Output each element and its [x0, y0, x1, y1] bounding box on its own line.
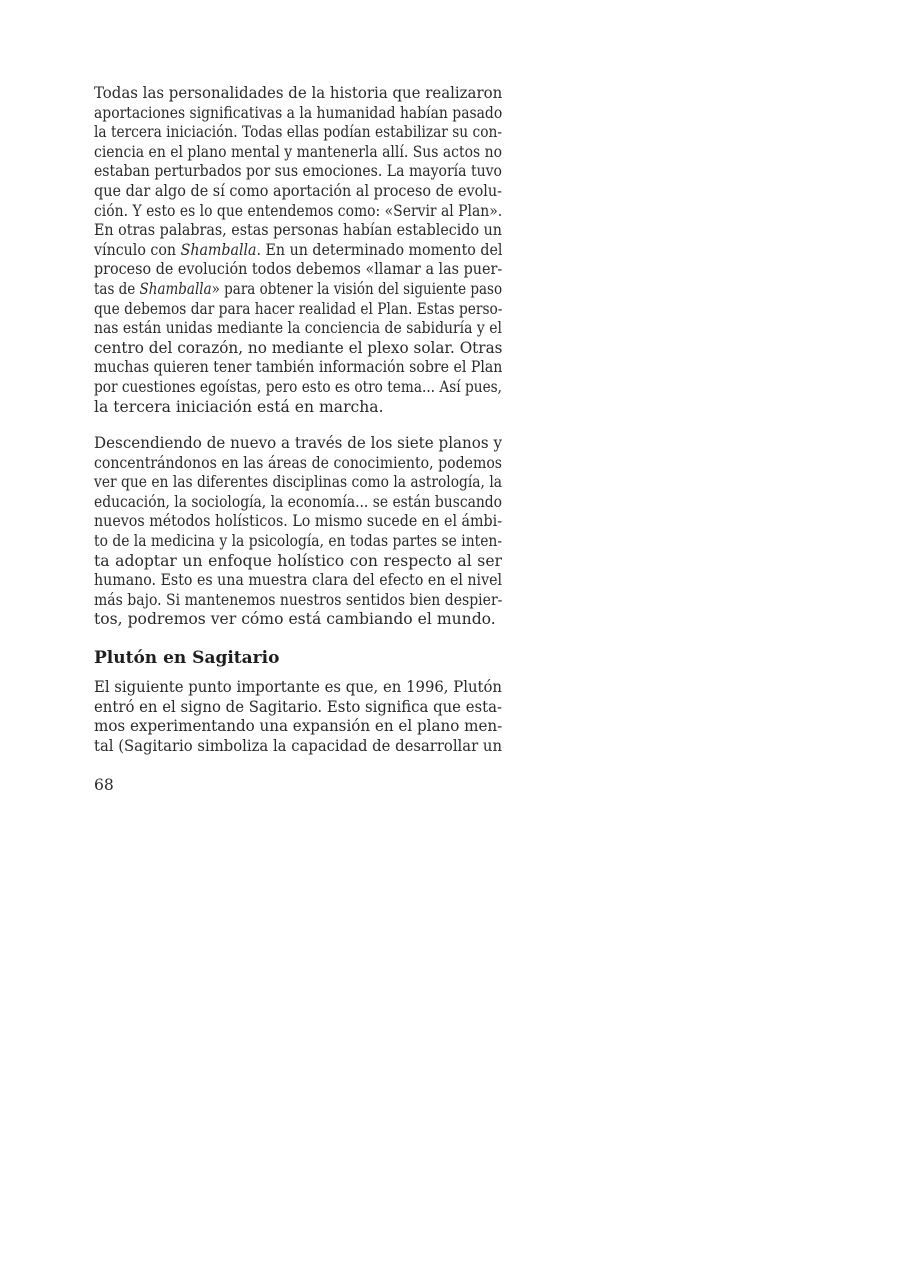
text-line: aportaciones significativas a la humanidad habían pasado — [94, 103, 503, 122]
text-line: estaban perturbados por sus emociones. La mayoría tuvo — [94, 162, 503, 181]
page-number: 68 — [94, 776, 114, 795]
text-line: centro del corazón, no mediante el plexo solar. Otras — [94, 338, 503, 357]
text-line: más bajo. Si mantenemos nuestros sentidos bien despier- — [94, 590, 503, 609]
text-line: vínculo con Shamballa. En un determinado momento del — [94, 240, 503, 259]
paragraph-spacer — [94, 417, 502, 434]
text-line: que debemos dar para hacer realidad el Plan. Estas perso- — [94, 299, 503, 318]
text-line: Descendiendo de nuevo a través de los siete planos y — [94, 434, 502, 453]
footer-spacer — [94, 756, 502, 776]
text-line: tos, podremos ver cómo está cambiando el mundo. — [94, 610, 496, 629]
text-line: tas de Shamballa» para obtener la visión del siguiente paso — [94, 279, 503, 298]
text-line: que dar algo de sí como aportación al proceso de evolu- — [94, 181, 503, 200]
text-line: El siguiente punto importante es que, en 1996, Plutón — [94, 678, 502, 697]
text-line: Todas las personalidades de la historia que realizaron — [94, 84, 503, 102]
heading-spacer — [94, 669, 502, 678]
text-line: por cuestiones egoístas, pero esto es otro tema... Así pues, — [94, 377, 503, 396]
text-line: nas están unidas mediante la conciencia de sabiduría y el — [94, 319, 502, 338]
text-line: ver que en las diferentes disciplinas como la astrología, la — [94, 473, 503, 492]
text-line: proceso de evolución todos debemos «llamar a las puer- — [94, 260, 503, 279]
paragraph-pluto-sagittarius — [94, 678, 502, 756]
text-line: humano. Esto es una muestra clara del efecto en el nivel — [94, 571, 503, 590]
paragraph-seven-planes — [94, 434, 502, 630]
text-line: nuevos métodos holísticos. Lo mismo sucede en el ámbi- — [94, 512, 503, 531]
text-line: la tercera iniciación. Todas ellas podían estabilizar su con- — [94, 123, 502, 142]
text-line: concentrándonos en las áreas de conocimiento, podemos — [94, 453, 503, 472]
text-line: to de la medicina y la psicología, en todas partes se inten- — [94, 532, 503, 551]
paragraph-third-initiation — [94, 84, 502, 417]
text-line: ciencia en el plano mental y mantenerla allí. Sus actos no — [94, 142, 502, 161]
section-heading: Plutón en Sagitario — [94, 648, 280, 669]
text-line: la tercera iniciación está en marcha. — [94, 397, 384, 416]
emphasis-shamballa: Shamballa — [139, 279, 212, 298]
text-line: muchas quieren tener también información sobre el Plan — [94, 358, 503, 377]
text-line: tal (Sagitario simboliza la capacidad de desarrollar un — [94, 736, 502, 755]
text-column — [94, 84, 502, 796]
emphasis-shamballa: Shamballa — [180, 240, 257, 259]
section-spacer — [94, 630, 502, 647]
text-line: entró en el signo de Sagitario. Esto significa que esta- — [94, 697, 503, 716]
text-line: educación, la sociología, la economía... se están buscando — [94, 492, 503, 511]
text-line: ción. Y esto es lo que entendemos como: «Servir al Plan». — [94, 201, 503, 220]
text-line: mos experimentando una expansión en el plano men- — [94, 717, 503, 736]
text-line: ta adoptar un enfoque holístico con respecto al ser — [94, 551, 502, 570]
text-line: En otras palabras, estas personas habían establecido un — [94, 221, 503, 240]
